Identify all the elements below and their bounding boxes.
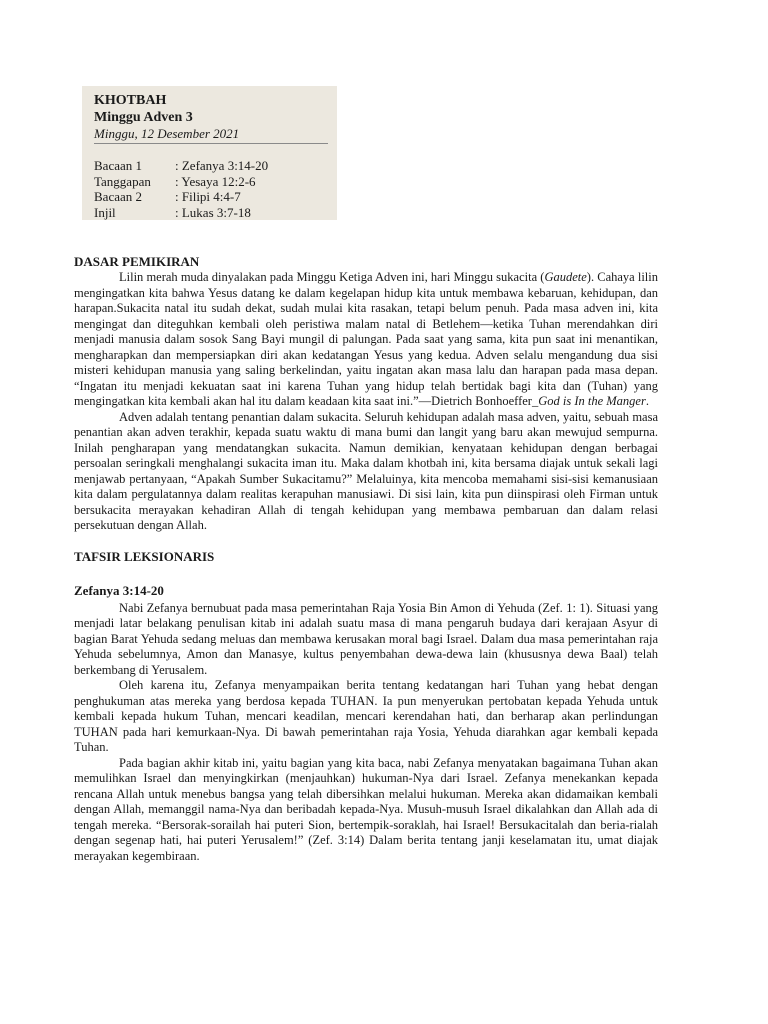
latin-term: Gaudete (544, 270, 587, 284)
reading-label: Bacaan 2 (94, 189, 143, 204)
sermon-title: KHOTBAH (94, 93, 167, 108)
paragraph (74, 270, 658, 410)
reading-label: Injil (94, 204, 116, 220)
paragraph: Pada bagian akhir kitab ini, yaitu bagian yang kita baca, nabi Zefanya menyatakan bagaimana Tuhan akan memulihkan Israel dan menyingkirkan (menjauhkan) hukuman-Nya dari Israel. Zefanya menekankan kepada rencana Allah untuk menebus bangsa yang telah dibersihkan melalui hukuman. Mereka akan didamaikan kembali dengan Allah, memanggil nama-Nya dan beribadah kepada-Nya. Musuh-musuh Israel dikalahkan dan Allah ada di tengah mereka. “Bersorak-sorailah hai puteri Sion, bertempik-soraklah, hai Israel! Bersukacitalah dan beria-rialah dengan segenap hati, hai puteri Yerusalem!” (Zef. 3:14) Dalam berita tentang janji keselamatan itu, umat diajak merayakan kegembiraan. (74, 755, 658, 863)
reading-value: : Zefanya 3:14-20 (175, 158, 269, 173)
section-heading-dasar-pemikiran: DASAR PEMIKIRAN (74, 254, 200, 269)
reading-row (94, 174, 328, 190)
book-title: God is In the Manger (538, 394, 646, 408)
sermon-date: Minggu, 12 Desember 2021 (94, 126, 328, 144)
reading-value: : Lukas 3:7-18 (175, 204, 251, 220)
text-run: ). Cahaya lilin mengingatkan kita bahwa Yesus datang ke dalam kegelapan hidup kita untuk membawa kebaruan, kehidupan, dan harapan.Sukacita natal itu sudah dekat, sudah mulai kita rasakan, tetapi belum penuh. Pada masa adven ini, kita mengingat dan diteguhkan kembali oleh peristiwa malam natal di Betlehem—ketika Tuhan merendahkan diri menjadi manusia dalam sosok Sang Bayi mungil di palungan. Pada saat yang sama, kita pun saat ini menantikan, mengharapkan dan mempersiapkan diri akan kedatangan Yesus yang kedua. Adven selalu mengandung dua sisi misteri kehidupan manusia yang saling berkelindan, yaitu ingatan akan masa lalu dan harapan pada masa depan. “Ingatan itu menjadi kekuatan saat ini karena Tuhan yang hidup telah bertidak bagi kita dan (Tuhan) yang mengingatkan kita kembali akan hal itu dalam keadaan kita saat ini.”—Dietrich Bonhoeffer_ (74, 270, 658, 408)
reading-value: : Yesaya 12:2-6 (175, 173, 256, 189)
sermon-subtitle: Minggu Adven 3 (94, 110, 193, 125)
subheading-zefanya: Zefanya 3:14-20 (74, 582, 164, 598)
reading-label: Bacaan 1 (94, 158, 143, 173)
reading-row (94, 158, 328, 174)
text-run: Lilin merah muda dinyalakan pada Minggu Ketiga Adven ini, hari Minggu sukacita ( (119, 270, 545, 284)
readings-list (94, 158, 328, 220)
text-run: . (645, 394, 649, 408)
reading-value: : Filipi 4:4-7 (175, 189, 241, 204)
paragraph: Adven adalah tentang penantian dalam sukacita. Seluruh kehidupan adalah masa adven, yaitu, sebuah masa penantian akan adven terakhir, kepada suatu waktu di mana bumi dan langit yang baru akan mewujud sempurna. Inilah pengharapan yang mendatangkan sukacita. Namun demikian, kenyataan kehidupan dengan berbagai persoalan seringkali menghalangi sukacita iman itu. Maka dalam khotbah ini, kita bersama diajak untuk sekali lagi menjawab pertanyaan, “Apakah Sumber Sukacitamu?” Melaluinya, kita mencoba memahami sisi-sisi kemanusiaan kita dalam pergulatannya dalam realitas kerapuhan manusiawi. Di sisi lain, kita pun diinspirasi oleh Firman untuk bersukacita merayakan kehadiran Allah di tengah kehidupan yang membawa pembaruan dan dalam relasi persekutuan dengan Allah. (74, 409, 658, 532)
section-heading-tafsir-leksionaris: TAFSIR LEKSIONARIS (74, 548, 215, 564)
reading-row (94, 205, 328, 221)
paragraph: Nabi Zefanya bernubuat pada masa pemerintahan Raja Yosia Bin Amon di Yehuda (Zef. 1: 1). Situasi yang menjadi latar belakang penulisan kitab ini adalah suatu masa di mana pengaruh budaya dari kerajaan Asyur di bagian Barat Yehuda sedang meluas dan membawa kerusakan moral bagi Israel. Dalam dua masa pemerintahan raja Yehuda sebelumnya, Amon dan Manasye, kultus penyembahan dewa-dewa lain (khususnya dewa Baal) telah berkembang di Yerusalem. (74, 600, 658, 677)
paragraph: Oleh karena itu, Zefanya menyampaikan berita tentang kedatangan hari Tuhan yang hebat dengan penghukuman atas mereka yang berdosa kepada TUHAN. Ia pun menyerukan pertobatan kepada Yehuda untuk kembali kepada hukum Tuhan, mencari keadilan, mencari kerendahan hati, dan berharap akan perlindungan TUHAN pada hari kemurkaan-Nya. Di bawah pemerintahan raja Yosia, Yehuda diarahkan agar kembali kepada Tuhan. (74, 678, 658, 754)
reading-row (94, 189, 328, 205)
reading-label: Tanggapan (94, 173, 151, 189)
document-body (74, 86, 658, 864)
sermon-header-box (82, 86, 337, 220)
